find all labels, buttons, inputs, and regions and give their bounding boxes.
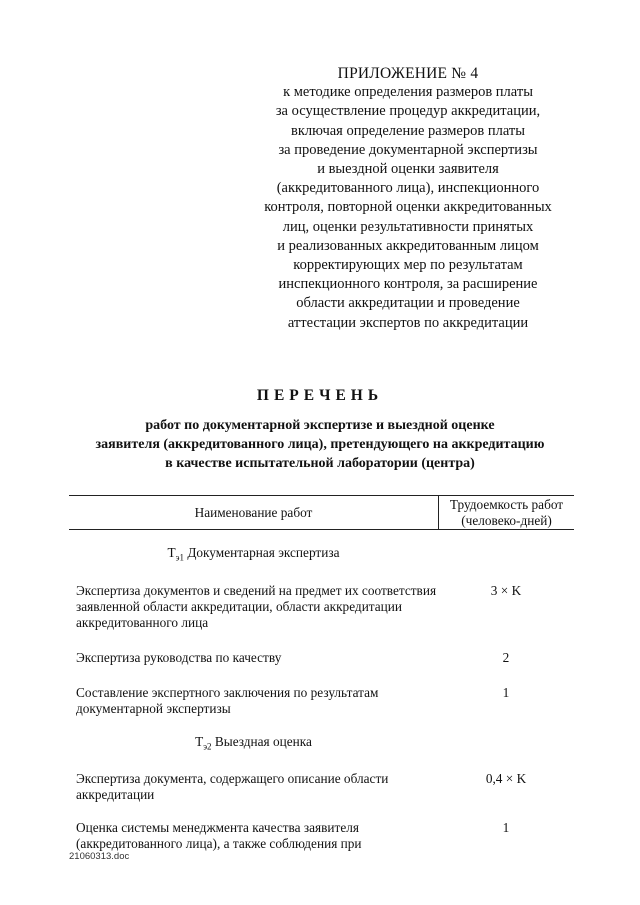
labor-header-line: Трудоемкость работ: [449, 497, 564, 512]
appendix-line: за проведение документарной экспертизы: [278, 141, 538, 158]
work-labor: 1: [502, 820, 510, 836]
section-symbol-index: э2: [203, 741, 212, 752]
appendix-heading: ПРИЛОЖЕНИЕ № 4: [337, 65, 479, 82]
work-name: Экспертиза документов и сведений на предмет их соответствия заявленной области аккредитации, области аккредитации аккредитованного лица: [76, 582, 437, 630]
section-symbol: T: [195, 733, 204, 749]
appendix-line: инспекционного контроля, за расширение: [278, 276, 538, 293]
work-name: Экспертиза руководства по качеству: [76, 649, 282, 665]
section-label: Выездная оценка: [214, 733, 312, 749]
table-row: [69, 583, 574, 631]
appendix-line: и выездной оценки заявителя: [317, 161, 499, 178]
appendix-header: [250, 64, 566, 333]
appendix-line: (аккредитованного лица), инспекционного: [276, 180, 540, 197]
table-row: [69, 771, 574, 803]
work-labor: 0,4 × K: [485, 771, 527, 787]
work-name: Экспертиза документа, содержащего описание области аккредитации: [76, 771, 389, 803]
appendix-line: корректирующих мер по результатам: [293, 257, 523, 274]
section-heading: [69, 545, 438, 566]
section-symbol-index: э1: [175, 552, 184, 563]
file-name-footer: 21060313.doc: [69, 851, 130, 862]
table-row: [69, 685, 574, 717]
appendix-line: лиц, оценки результативности принятых: [282, 218, 534, 235]
section-heading: [69, 734, 438, 755]
appendix-line: к методике определения размеров платы: [283, 84, 533, 101]
appendix-line: области аккредитации и проведение: [296, 295, 520, 312]
labor-header-line: (человеко-дней): [461, 513, 552, 528]
title-sub-line: заявителя (аккредитованного лица), претендующего на аккредитацию: [95, 437, 545, 452]
work-labor: 1: [502, 684, 510, 700]
title-main: ПЕРЕЧЕНЬ: [256, 387, 384, 404]
document-title: [60, 387, 580, 473]
work-labor: 3 × K: [490, 582, 522, 598]
work-labor: 2: [502, 649, 510, 665]
appendix-line: аттестации экспертов по аккредитации: [287, 314, 529, 331]
title-sub-line: в качестве испытательной лаборатории (центра): [165, 456, 475, 471]
works-table: [69, 495, 574, 852]
table-header: [69, 495, 574, 530]
column-header-name: Наименование работ: [69, 496, 439, 529]
section-symbol: T: [167, 545, 176, 560]
appendix-line: контроля, повторной оценки аккредитованных: [264, 199, 552, 216]
table-row: [69, 820, 574, 852]
work-name: Оценка системы менеджмента качества заявителя (аккредитованного лица), а также соблюдения при: [76, 820, 362, 852]
column-header-labor: [439, 496, 574, 529]
section-label: Документарная экспертиза: [187, 545, 340, 560]
appendix-line: и реализованных аккредитованным лицом: [277, 237, 539, 254]
appendix-line: за осуществление процедур аккредитации,: [275, 103, 541, 120]
title-sub-line: работ по документарной экспертизе и выездной оценке: [145, 418, 495, 433]
table-row: [69, 650, 574, 666]
appendix-line: включая определение размеров платы: [291, 122, 525, 139]
work-name: Составление экспертного заключения по результатам документарной экспертизы: [76, 684, 379, 716]
